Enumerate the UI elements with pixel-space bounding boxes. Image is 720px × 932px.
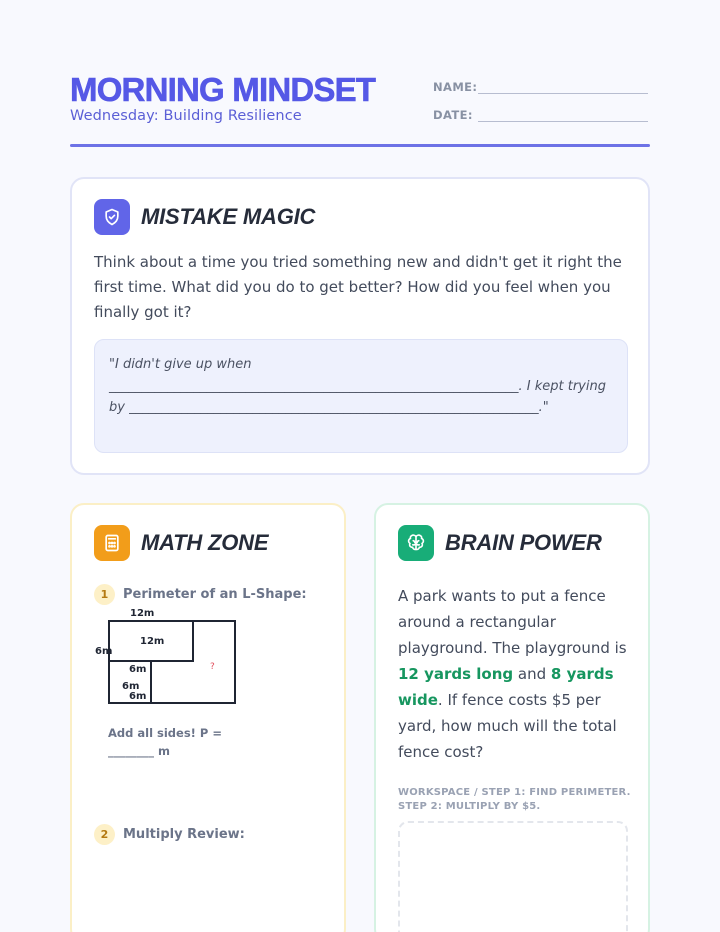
problem-text-end: . If fence costs $5 per yard, how much will the total fence cost? — [398, 691, 617, 761]
problem-text-and: and — [513, 665, 551, 683]
label-mid: 6m — [129, 664, 147, 675]
label-top: 12m — [130, 608, 155, 619]
brain-icon — [398, 525, 434, 561]
page-title: MORNING MINDSET — [70, 71, 376, 108]
sentence-starter-box[interactable] — [94, 339, 628, 453]
date-field[interactable] — [433, 108, 648, 122]
highlight-width: 8 yards wide — [398, 665, 614, 709]
date-line[interactable] — [478, 121, 648, 122]
perimeter-answer-line[interactable]: Add all sides! P = ________ m — [108, 726, 222, 758]
name-line[interactable] — [478, 93, 648, 94]
problem-text-start: A park wants to put a fence around a rectangular playground. The playground is — [398, 587, 627, 657]
math-step-1 — [94, 584, 307, 605]
page-subtitle: Wednesday: Building Resilience — [70, 108, 302, 124]
worksheet-header — [70, 70, 650, 148]
name-label: NAME: — [433, 80, 478, 94]
label-lower-2: 6m — [129, 691, 147, 702]
mistake-magic-card — [70, 177, 650, 475]
step-number-badge: 1 — [94, 584, 115, 605]
unknown-side-mark: ? — [210, 662, 215, 672]
workspace-area[interactable] — [398, 821, 628, 932]
step-1-label: Perimeter of an L-Shape: — [123, 587, 307, 602]
mistake-magic-header — [94, 199, 315, 235]
mistake-magic-title: MISTAKE MAGIC — [141, 204, 316, 229]
sentence-starter: "I didn't give up when _______________________________________________________________. I kept trying by _______________________________________________________________." — [109, 357, 606, 415]
brain-power-header — [398, 525, 602, 561]
label-inner-top: 12m — [140, 636, 165, 647]
brain-power-card — [374, 503, 650, 932]
step-number-badge: 2 — [94, 824, 115, 845]
math-step-2 — [94, 824, 245, 845]
brain-power-title: BRAIN POWER — [445, 530, 602, 555]
workspace-label: WORKSPACE / STEP 1: FIND PERIMETER. STEP 2: MULTIPLY BY $5. — [398, 787, 631, 812]
step-2-label: Multiply Review: — [123, 827, 245, 842]
shield-icon — [94, 199, 130, 235]
highlight-length: 12 yards long — [398, 665, 514, 683]
name-field[interactable] — [433, 80, 648, 94]
l-shape-diagram — [94, 603, 244, 713]
calculator-icon — [94, 525, 130, 561]
mistake-prompt: Think about a time you tried something new and didn't get it right the first time. What did you do to get better? How did you feel when you finally got it? — [94, 253, 622, 321]
label-lower-1: 6m — [122, 681, 140, 692]
word-problem — [398, 583, 638, 765]
label-left: 6m — [95, 646, 113, 657]
math-zone-header — [94, 525, 268, 561]
date-label: DATE: — [433, 108, 473, 122]
header-divider — [70, 144, 650, 147]
math-zone-card — [70, 503, 346, 932]
math-zone-title: MATH ZONE — [141, 530, 269, 555]
